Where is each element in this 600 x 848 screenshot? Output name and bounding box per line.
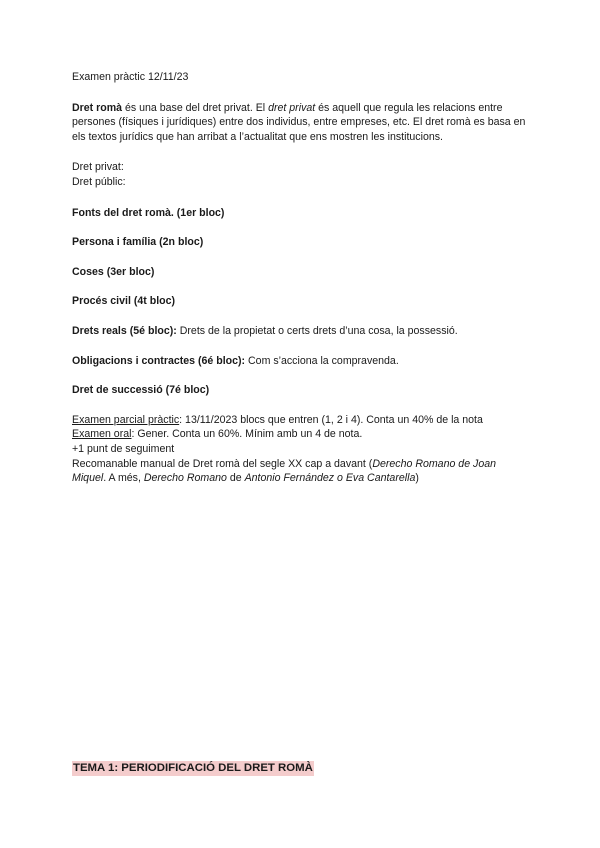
bloc-7	[72, 383, 532, 398]
manual-line	[72, 457, 532, 486]
bloc-3-title: Coses (3er bloc)	[72, 265, 155, 278]
partial-exam-line	[72, 413, 532, 428]
bonus-line: +1 punt de seguiment	[72, 442, 175, 455]
intro-term-dret-privat: dret privat	[268, 101, 316, 114]
exam-date-line: Examen pràctic 12/11/23	[72, 71, 189, 83]
tema-1-heading: TEMA 1: PERIODIFICACIÓ DEL DRET ROMÀ	[73, 762, 313, 774]
bloc-1-title: Fonts del dret romà. (1er bloc)	[72, 206, 225, 219]
partial-exam-label: Examen parcial pràctic	[72, 413, 180, 426]
document-body	[72, 70, 532, 486]
bloc-7-title: Dret de successió (7é bloc)	[72, 384, 210, 397]
intro-paragraph	[72, 101, 532, 145]
bloc-4	[72, 294, 532, 309]
bloc-5-desc: Drets de la propietat o certs drets d’una cosa, la possessió.	[176, 324, 458, 337]
bloc-1	[72, 206, 532, 221]
manual-prefix: Recomanable manual de Dret romà del segle XX cap a davant (	[72, 457, 373, 470]
bloc-5-title: Drets reals (5é bloc):	[72, 324, 177, 337]
oral-exam-text: : Gener. Conta un 60%. Mínim amb un 4 de nota.	[131, 428, 363, 441]
manual-mid: . A més,	[103, 472, 144, 485]
bloc-4-title: Procés civil (4t bloc)	[72, 295, 176, 308]
bloc-6-title: Obligacions i contractes (6é bloc):	[72, 354, 246, 367]
bloc-3	[72, 265, 532, 280]
manual-suffix: )	[415, 472, 419, 485]
bloc-6	[72, 354, 532, 369]
manual-authors: Antonio Fernández o Eva Cantarella	[244, 472, 416, 485]
partial-exam-text: : 13/11/2023 blocs que entren (1, 2 i 4). Conta un 40% de la nota	[179, 413, 483, 426]
intro-text-1: és una base del dret privat. El	[122, 101, 269, 114]
manual-book-2: Derecho Romano	[143, 472, 227, 485]
bloc-6-desc: Com s’acciona la compravenda.	[245, 354, 399, 367]
bloc-2-title: Persona i família (2n bloc)	[72, 236, 204, 249]
oral-exam-label: Examen oral	[72, 428, 132, 441]
manual-de: de	[226, 472, 245, 485]
intro-text-2: és aquell que regula les relacions entre persones (físiques i jurídiques) entre dos individus, entre empreses, etc. El dret romà es basa en els textos jurídics que han arribat a l’actualitat que ens mostren les institucions.	[72, 101, 526, 143]
branch-dret-privat: Dret privat:	[72, 161, 124, 174]
manual-book-1: Derecho Romano de Joan Miquel	[72, 457, 496, 485]
bloc-2	[72, 235, 532, 250]
intro-term-dret-roma: Dret romà	[72, 101, 123, 114]
oral-exam-line	[72, 427, 532, 442]
branch-dret-public: Dret públic:	[72, 175, 126, 188]
bloc-5	[72, 324, 532, 339]
